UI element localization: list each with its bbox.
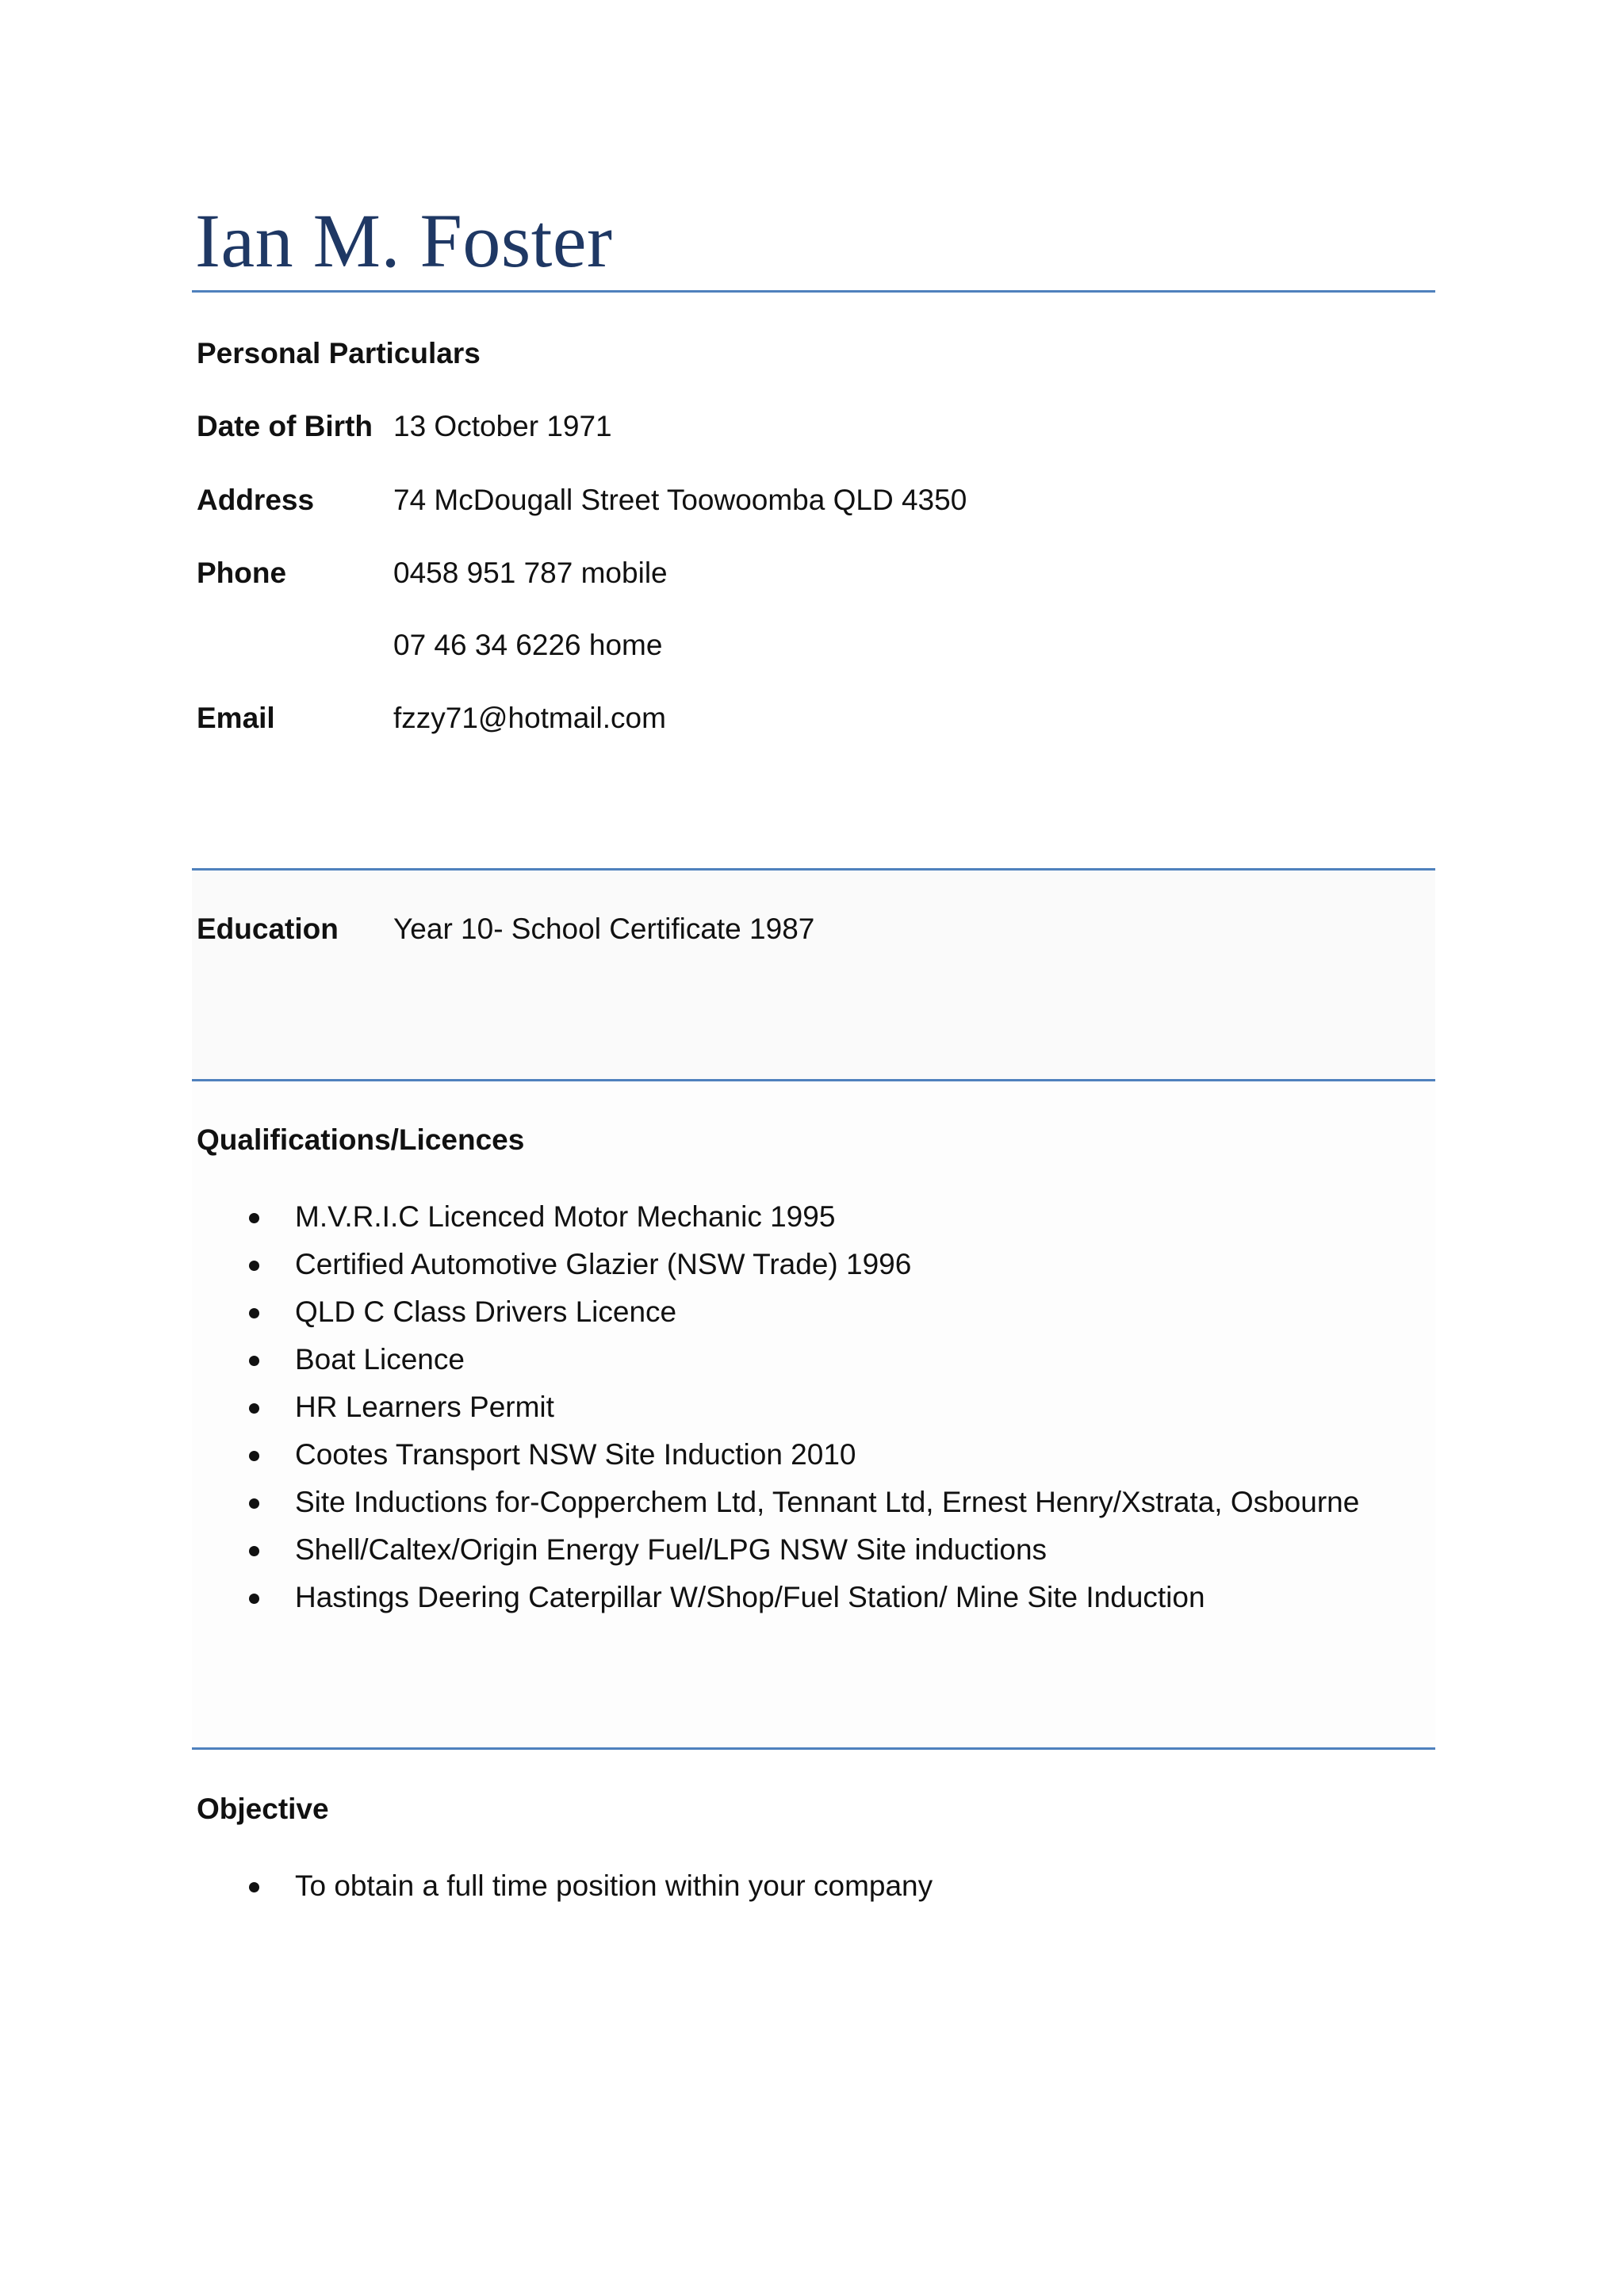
dob-value: 13 October 1971: [393, 410, 612, 442]
list-item: [246, 1484, 1359, 1532]
phone-label: Phone: [197, 557, 287, 589]
bullet-icon: [249, 1261, 259, 1271]
bullet-icon: [249, 1403, 259, 1414]
qualifications-list: [246, 1199, 1359, 1627]
bullet-icon: [249, 1498, 259, 1509]
bullet-icon: [249, 1356, 259, 1366]
list-item: [246, 1532, 1359, 1579]
qualification-text: Boat Licence: [295, 1343, 465, 1376]
education-value: Year 10- School Certificate 1987: [393, 913, 815, 945]
phone-mobile-value: 0458 951 787 mobile: [393, 557, 668, 589]
list-item: [246, 1246, 1359, 1294]
list-item: [246, 1341, 1359, 1389]
bullet-icon: [249, 1451, 259, 1461]
header-divider: [192, 290, 1435, 293]
list-item: [246, 1437, 1359, 1484]
phone-home-value: 07 46 34 6226 home: [393, 629, 663, 661]
qualifications-heading: Qualifications/Licences: [197, 1123, 525, 1156]
qualification-text: Hastings Deering Caterpillar W/Shop/Fuel Station/ Mine Site Induction: [295, 1581, 1205, 1613]
list-item: [246, 1389, 1359, 1437]
qualification-text: HR Learners Permit: [295, 1391, 554, 1423]
email-value: fzzy71@hotmail.com: [393, 702, 666, 734]
personal-particulars-heading: Personal Particulars: [197, 337, 481, 369]
education-divider: [192, 868, 1435, 871]
address-label: Address: [197, 484, 315, 516]
education-label: Education: [197, 913, 339, 945]
address-value: 74 McDougall Street Toowoomba QLD 4350: [393, 484, 967, 516]
email-label: Email: [197, 702, 275, 734]
bullet-icon: [249, 1213, 259, 1223]
education-section-bg: [192, 870, 1435, 1079]
qualifications-divider: [192, 1079, 1435, 1081]
qualification-text: Certified Automotive Glazier (NSW Trade) 1996: [295, 1248, 912, 1280]
qualification-text: Site Inductions for-Copperchem Ltd, Tennant Ltd, Ernest Henry/Xstrata, Osbourne: [295, 1486, 1360, 1518]
objective-text: To obtain a full time position within your company: [295, 1869, 933, 1902]
list-item: [246, 1199, 1359, 1246]
bullet-icon: [249, 1308, 259, 1318]
dob-label: Date of Birth: [197, 410, 373, 442]
objective-list: [246, 1868, 933, 1915]
bullet-icon: [249, 1546, 259, 1556]
objective-heading: Objective: [197, 1793, 329, 1825]
qualification-text: Cootes Transport NSW Site Induction 2010: [295, 1438, 856, 1471]
resume-name: Ian M. Foster: [195, 198, 613, 283]
qualification-text: Shell/Caltex/Origin Energy Fuel/LPG NSW Site inductions: [295, 1533, 1048, 1566]
bullet-icon: [249, 1594, 259, 1604]
qualification-text: QLD C Class Drivers Licence: [295, 1295, 677, 1328]
list-item: [246, 1294, 1359, 1341]
list-item: [246, 1579, 1359, 1627]
qualification-text: M.V.R.I.C Licenced Motor Mechanic 1995: [295, 1200, 836, 1233]
objective-divider: [192, 1747, 1435, 1750]
bullet-icon: [249, 1882, 259, 1892]
list-item: [246, 1868, 933, 1915]
